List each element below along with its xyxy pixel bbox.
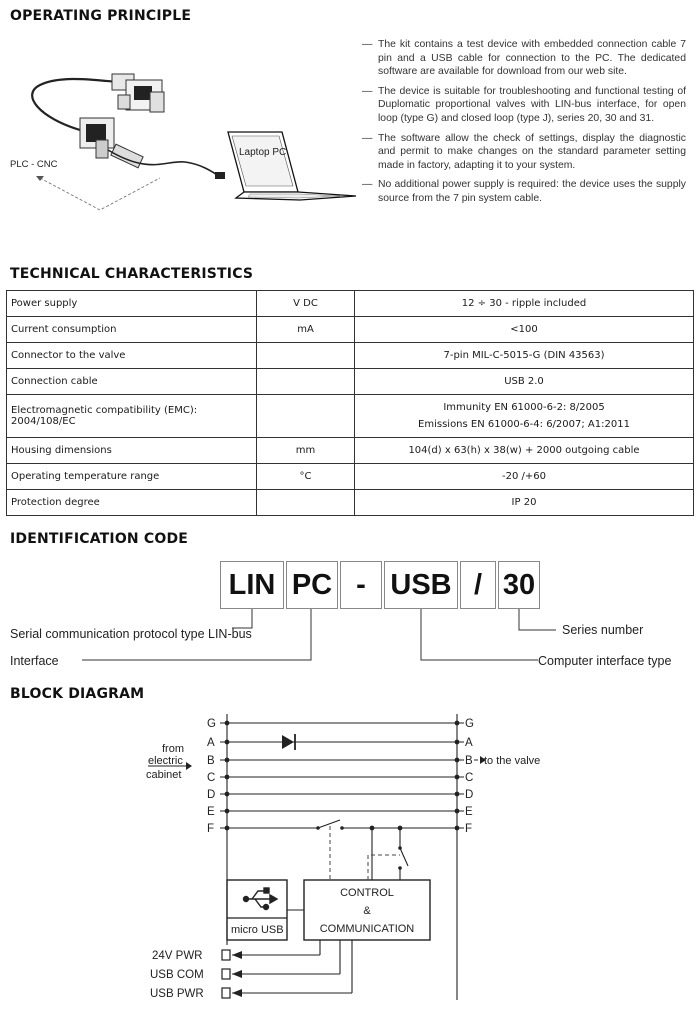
pin-label-left: F — [207, 823, 215, 835]
protocol-label: Serial communication protocol type LIN-bus — [10, 627, 252, 641]
series-number-label: Series number — [562, 623, 644, 637]
table-row: Housing dimensions mm 104(d) x 63(h) x 38(w) + 2000 outgoing cable — [7, 438, 694, 464]
usb-icon — [244, 888, 278, 910]
bullet-item: — The device is suitable for troubleshooting and functional testing of Duplomatic proportional valves with LIN-bus interface, for open loop (type G) and closed loop (type J), series 20, 30 and 31. — [362, 85, 686, 124]
table-row: Protection degree IP 20 — [7, 490, 694, 516]
interface-label: Interface — [10, 654, 59, 668]
ampersand-label: & — [363, 905, 371, 917]
pin-label-left: E — [207, 806, 215, 818]
cabinet-label: cabinet — [146, 769, 182, 781]
pin-label-right: F — [465, 823, 473, 835]
from-label: from — [162, 743, 184, 755]
table-row: Power supply V DC 12 ÷ 30 - ripple included — [7, 291, 694, 317]
pin-label-right: E — [465, 806, 473, 818]
pin-label-left: A — [207, 737, 215, 749]
port-label-24v-pwr: 24V PWR — [152, 950, 203, 962]
control-label: CONTROL — [340, 887, 394, 899]
computer-interface-label: Computer interface type — [538, 654, 672, 668]
bullet-item: — No additional power supply is required: the device uses the supply source from the 7 pin system cable. — [362, 179, 686, 204]
table-row: Current consumption mA <100 — [7, 317, 694, 343]
plc-cnc-label: PLC - CNC — [10, 159, 58, 170]
operating-principle-title: OPERATING PRINCIPLE — [10, 8, 192, 24]
pin-label-left: G — [207, 718, 216, 730]
table-row: Operating temperature range °C -20 /+60 — [7, 464, 694, 490]
pin-label-left: D — [207, 789, 216, 801]
pin-label-right: D — [465, 789, 474, 801]
pin-label-right: C — [465, 772, 474, 784]
port-label-usb-com: USB COM — [150, 969, 204, 981]
bullet-item: — The kit contains a test device with embedded connection cable 7 pin and a USB cable for connection to the PC. The dedicated software are available for download from our web site. — [362, 39, 686, 78]
port-label-usb-pwr: USB PWR — [150, 988, 204, 1000]
code-box-30: 30 — [498, 561, 540, 609]
communication-label: COMMUNICATION — [319, 923, 415, 935]
bullet-item: — The software allow the check of settings, display the diagnostic and permit to make changes on the standard parameter setting made in factory, adapting it to your system. — [362, 132, 686, 171]
electric-label: electric — [148, 755, 183, 767]
code-box-usb: USB — [384, 561, 458, 609]
code-box-slash: / — [460, 561, 496, 609]
block-diagram-title: BLOCK DIAGRAM — [10, 686, 145, 702]
pin-label-left: B — [207, 755, 215, 767]
technical-characteristics-title: TECHNICAL CHARACTERISTICS — [10, 266, 254, 282]
laptop-label: Laptop PC — [239, 147, 287, 158]
to-valve-label: to the valve — [484, 755, 541, 767]
pin-label-right: B — [465, 755, 473, 767]
identification-code-title: IDENTIFICATION CODE — [10, 531, 189, 547]
table-row: Connector to the valve 7-pin MIL-C-5015-G (DIN 43563) — [7, 343, 694, 369]
micro-usb-label: micro USB — [231, 924, 284, 936]
table-row: Connection cable USB 2.0 — [7, 369, 694, 395]
table-row: Electromagnetic compatibility (EMC): 2004/108/EC Immunity EN 61000-6-2: 8/2005 Emissions EN 61000-6-4: 6/2007; A1:2011 — [7, 395, 694, 438]
diode-icon — [282, 735, 294, 749]
pin-label-right: G — [465, 718, 474, 730]
pin-label-left: C — [207, 772, 216, 784]
code-box-dash: - — [340, 561, 382, 609]
code-box-lin: LIN — [220, 561, 284, 609]
code-box-pc: PC — [286, 561, 338, 609]
pin-label-right: A — [465, 737, 473, 749]
